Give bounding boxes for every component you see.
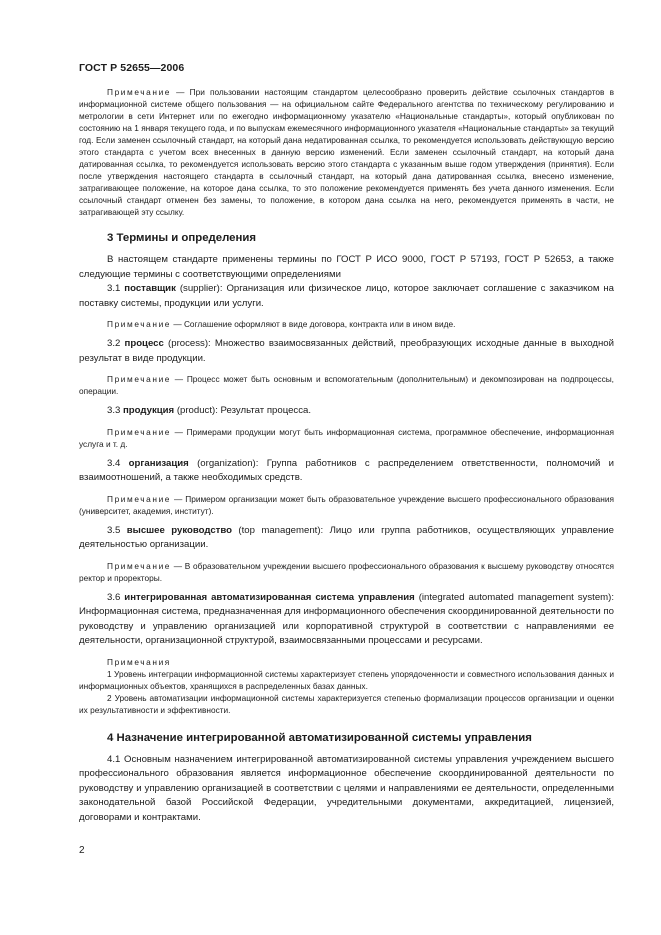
- note-3-6-2: 2 Уровень автоматизации информационной системы характеризуется степенью формализации процессов организации и оценки их результативности и эффективности.: [79, 692, 614, 715]
- reference-note: [79, 86, 614, 218]
- term-3-4: [79, 457, 614, 486]
- note-3-2: [79, 373, 614, 397]
- term-definition: (integrated automated management system): Информационная система, предназначенная для информационного обеспечения скоординированной деятельности по руководству и управлению организацией или корпоративной структурой в соответствии с направлениями ее деятельности, организационной структурой, взаимосвязанными процессами и ресурсами.: [79, 591, 615, 646]
- term-3-6: [79, 591, 614, 649]
- term-3-5: [79, 524, 614, 553]
- term-definition: (top management): Лицо или группа работников, осуществляющих управление деятельностью организации.: [79, 524, 614, 550]
- term-number: 3.2: [107, 338, 125, 349]
- note-text: — Процесс может быть основным и вспомогательным (дополнительным) и декомпозирован на подпроцессы, операции.: [79, 374, 614, 396]
- note-label: Примечание: [107, 560, 172, 571]
- note-3-5: [79, 560, 614, 584]
- term-number: 3.1: [107, 283, 125, 294]
- term-name: процесс: [124, 338, 164, 349]
- document-body: [79, 86, 614, 825]
- term-definition: (product): Результат процесса.: [174, 405, 312, 416]
- note-text: — При пользовании настоящим стандартом целесообразно проверить действие ссылочных стандартов в информационной системе общего пользования — на официальном сайте Федерального агентства по техническому регулированию и метрологии в сети Интернет или по ежегодно информационному указателю «Национальные стандарты», который опубликован по состоянию на 1 января текущего года, и по выпускам ежемесячного информационного указателя «Национальные стандарты» за текущий год. Если заменен ссылочный стандарт, на который дана недатированная ссылка, то рекомендуется использовать действующую версию этого стандарта с учетом всех внесенных в данную версию изменений. Если заменен ссылочный стандарт, на который дана датированная ссылка, то рекомендуется использовать версию этого стандарта с указанным выше годом утверждения (принятия). Если после утверждения настоящего стандарта в ссылочный стандарт, на который дана датированная ссылка, внесено изменение, затрагивающее положение, на которое дана ссылка, то это положение рекомендуется применять без учета данного изменения. Если ссылочный стандарт отменен без замены, то положение, в котором дана ссылка на него, рекомендуется применять в части, не затрагивающей эту ссылку.: [79, 87, 614, 217]
- term-number: 3.5: [107, 524, 127, 536]
- term-definition: (process): Множество взаимосвязанных действий, преобразующих исходные данные в выходной результат в виде продукции.: [79, 338, 614, 364]
- term-name: организация: [128, 457, 189, 469]
- note-label: Примечание: [107, 493, 172, 504]
- notes-label: Примечания: [107, 656, 171, 667]
- note-text: — Соглашение оформляют в виде договора, контракта или в ином виде.: [171, 319, 456, 329]
- term-name: интегрированная автоматизированная система управления: [124, 591, 415, 603]
- section-3-intro: В настоящем стандарте применены термины по ГОСТ Р ИСО 9000, ГОСТ Р 57193, ГОСТ Р 52653, а также следующие термины с соответствующими определениями: [79, 254, 614, 280]
- note-label: Примечание: [107, 374, 172, 384]
- term-number: 3.6: [107, 591, 125, 603]
- term-definition: (organization): Группа работников с распределением ответственности, полномочий и взаимоотношений, а также необходимых средств.: [79, 457, 614, 483]
- note-3-3: [79, 426, 614, 450]
- note-label: Примечание: [107, 87, 172, 97]
- section-3-heading: 3 Термины и определения: [107, 232, 257, 244]
- note-label: Примечание: [107, 319, 172, 329]
- page-number: 2: [79, 845, 85, 856]
- term-3-3: [79, 404, 614, 419]
- term-number: 3.3: [107, 405, 124, 416]
- term-definition: (supplier): Организация или физическое лицо, которое заключает соглашение с заказчиком на поставку системы, продукции или услуги.: [79, 283, 614, 309]
- note-label: Примечание: [107, 426, 172, 437]
- note-text: — В образовательном учреждении высшего профессионального образования к высшему руководству относятся ректор и проректоры.: [79, 560, 614, 583]
- term-name: поставщик: [124, 283, 176, 294]
- term-name: высшее руководство: [126, 524, 232, 536]
- paragraph-4-1: 4.1 Основным назначением интегрированной автоматизированной системы управления учреждением высшего профессионального образования является информационное обеспечение скоординированной деятельности по руководству и управлению организацией в соответствии с целями и направлениями ее деятельности, определенными законодательной базой Российской Федерации, учредительными документами, аккредитацией, лицензией, договорами и контрактами.: [79, 753, 614, 823]
- document-header: ГОСТ Р 52655—2006: [79, 62, 185, 74]
- term-number: 3.4: [107, 457, 129, 469]
- note-3-4: [79, 493, 614, 517]
- note-3-1: [79, 318, 614, 330]
- note-text: — Примерами продукции могут быть информационная система, программное обеспечение, информационная услуга и т. д.: [79, 426, 614, 449]
- term-3-2: [79, 337, 614, 366]
- section-4-heading: 4 Назначение интегрированной автоматизированной системы управления: [107, 731, 532, 744]
- term-3-1: [79, 282, 614, 311]
- note-text: — Примером организации может быть образовательное учреждение высшего профессионального образования (университет, академия, институт).: [79, 493, 614, 516]
- note-3-6-1: 1 Уровень интеграции информационной системы характеризует степень упорядоченности и совместного использования данных и информационных объектов, хранящихся в распределенных базах данных.: [79, 668, 614, 691]
- term-name: продукция: [123, 405, 175, 416]
